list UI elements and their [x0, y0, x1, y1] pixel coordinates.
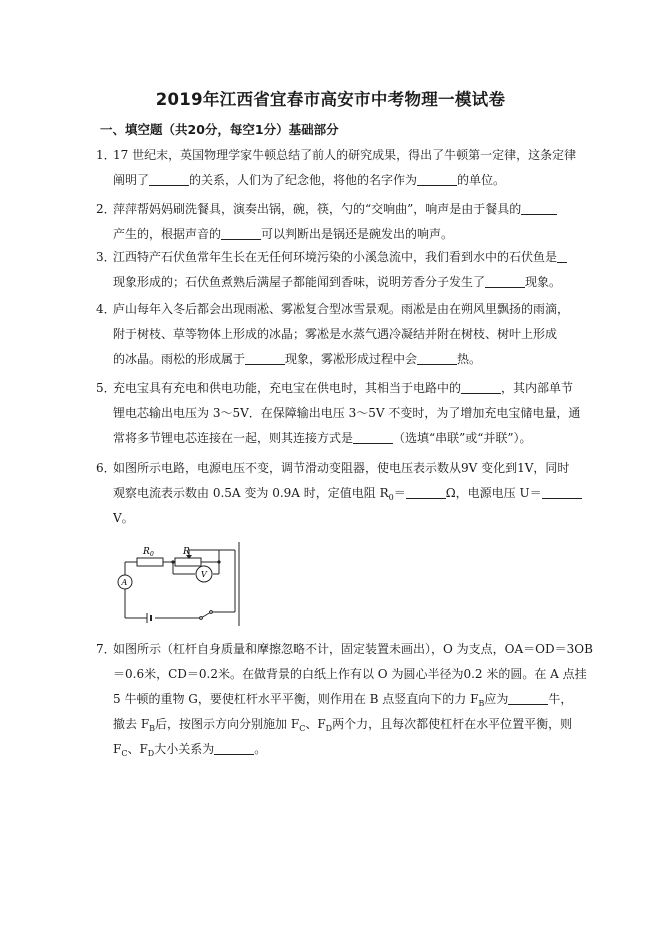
answer-blank[interactable]: [214, 740, 254, 755]
answer-blank[interactable]: [417, 171, 457, 186]
question-text: 牛，: [548, 692, 573, 706]
question-number: 6．: [96, 461, 116, 475]
r0-label-subscript: 0: [150, 551, 154, 558]
resistor-r0: [137, 558, 163, 566]
question-text: 后，按图示方向分别施加 F: [155, 717, 300, 731]
question-text: 江西特产石伏鱼常年生长在无任何环境污染的小溪急流中，我们看到水中的石伏鱼是: [113, 250, 558, 264]
question-text: 观察电流表示数由 0.5A 变为 0.9A 时，定值电阻 R: [113, 486, 389, 500]
question-text: 庐山每年入冬后都会出现雨凇、雾凇复合型冰雪景观。雨凇是由在朔风里飘扬的雨滴，: [113, 302, 570, 316]
question-text: 附于树枝、草等物体上形成的冰晶；雾凇是水蒸气遇冷凝结并附在树枝、树叶上形成: [113, 327, 558, 341]
question-text: 现象形成的；石伏鱼煮熟后满屋子都能闻到香味，说明芳香分子发生了: [113, 275, 486, 289]
question-text: ＝0.6米，CD＝0.2米。在做背景的白纸上作有以 O 为圆心半径为0.2 米的圆。在 A 点挂: [113, 667, 587, 681]
question-text: F: [113, 742, 122, 756]
subscript: 0: [388, 493, 394, 502]
question-text: 现象，雾凇形成过程中会: [285, 352, 418, 366]
subscript: B: [149, 724, 156, 733]
question-text: 锂电芯输出电压为 3～5V．在保障输出电压 3～5V 不变时，为了增加充电宝储电量，通: [113, 406, 581, 420]
subscript: D: [325, 724, 333, 733]
question-5: [96, 376, 581, 451]
question-text: Ω，电源电压 U＝: [445, 486, 542, 500]
voltmeter-label: V: [201, 570, 207, 579]
question-number: 1．: [96, 148, 116, 162]
question-text: 热。: [457, 352, 482, 366]
subscript: B: [478, 699, 485, 708]
question-number: 4．: [96, 302, 116, 316]
answer-blank[interactable]: [542, 484, 582, 499]
answer-blank[interactable]: [557, 248, 567, 263]
question-text: 的单位。: [457, 173, 506, 187]
question-3: [96, 245, 565, 295]
question-2: [96, 197, 565, 247]
answer-blank[interactable]: [149, 171, 189, 186]
subscript: C: [121, 749, 128, 758]
question-text: V。: [113, 511, 134, 525]
answer-blank[interactable]: [417, 350, 457, 365]
question-text: 、F: [305, 717, 326, 731]
question-text: 撤去 F: [113, 717, 150, 731]
question-text: （选填“串联”或“并联”）。: [393, 431, 532, 445]
question-text: 应为: [484, 692, 509, 706]
question-number: 5．: [96, 381, 116, 395]
answer-blank[interactable]: [461, 379, 501, 394]
rheostat-r: [175, 558, 201, 566]
question-number: 3．: [96, 250, 116, 264]
page-title: 2019年江西省宜春市高安市中考物理一模试卷: [155, 90, 506, 109]
question-text: 如图所示（杠杆自身质量和摩擦忽略不计，固定装置未画出），O 为支点，OA＝OD＝3OB: [113, 642, 593, 656]
subscript: C: [299, 724, 306, 733]
question-text: 阐明了: [113, 173, 150, 187]
question-text: 两个力，且每次都使杠杆在水平位置平衡，则: [332, 717, 573, 731]
question-number: 2．: [96, 202, 116, 216]
question-number: 7．: [96, 642, 116, 656]
question-text: 5 牛顿的重物 G，要使杠杆水平平衡，则作用在 B 点竖直向下的力 F: [113, 692, 479, 706]
question-text: 如图所示电路，电源电压不变，调节滑动变阻器，使电压表示数从9V 变化到1V，同时: [113, 461, 570, 475]
question-text: 产生的，根据声音的: [113, 227, 222, 241]
answer-blank[interactable]: [406, 484, 446, 499]
ammeter-label: A: [121, 578, 128, 587]
circuit-diagram: [115, 540, 245, 630]
answer-blank[interactable]: [221, 225, 261, 240]
question-text: ＝: [393, 486, 406, 500]
answer-blank[interactable]: [521, 200, 557, 215]
question-text: 。: [254, 742, 267, 756]
question-1: [96, 143, 577, 193]
question-text: 可以判断出是锅还是碗发出的响声。: [261, 227, 454, 241]
question-6: [96, 456, 570, 531]
question-text: 的关系，人们为了纪念他，将他的名字作为: [189, 173, 418, 187]
question-text: 的冰晶。雨松的形成属于: [113, 352, 246, 366]
answer-blank[interactable]: [245, 350, 285, 365]
question-text: 、F: [127, 742, 148, 756]
section-heading: 一、填空题（共20分，每空1分）基础部分: [100, 122, 339, 137]
r-label: R: [183, 547, 190, 557]
question-text: 充电宝具有充电和供电功能，充电宝在供电时，其相当于电路中的: [113, 381, 462, 395]
subscript: D: [147, 749, 155, 758]
answer-blank[interactable]: [353, 429, 393, 444]
question-text: 萍萍帮妈妈刷洗餐具，演奏出锅，碗，筷，勺的“交响曲”，响声是由于餐具的: [113, 202, 522, 216]
answer-blank[interactable]: [485, 273, 525, 288]
question-text: 常将多节锂电芯连接在一起，则其连接方式是: [113, 431, 354, 445]
r0-label: R: [143, 547, 150, 557]
question-text: 大小关系为: [154, 742, 215, 756]
question-text: ，其内部单节: [501, 381, 574, 395]
answer-blank[interactable]: [508, 690, 548, 705]
question-text: 现象。: [525, 275, 562, 289]
question-7: [96, 637, 593, 762]
question-text: 17 世纪末，英国物理学家牛顿总结了前人的研究成果，得出了牛顿第一定律，这条定律: [113, 148, 577, 162]
question-4: [96, 297, 570, 372]
